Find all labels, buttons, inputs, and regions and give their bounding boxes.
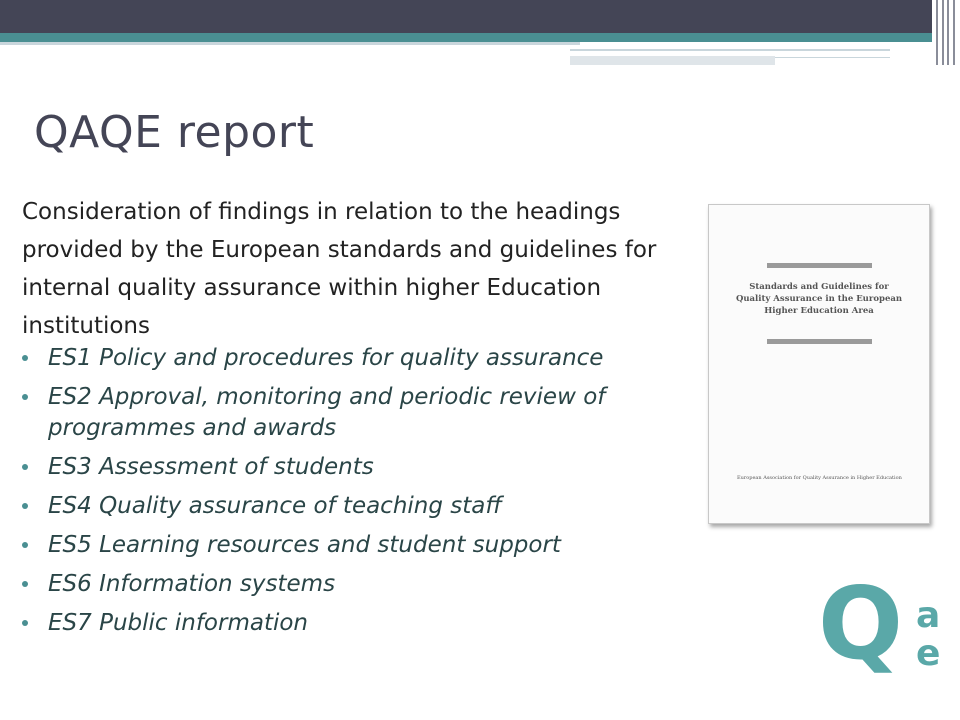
logo-letter-q: Q xyxy=(818,565,904,682)
bullet-icon xyxy=(22,394,28,400)
cover-footer: European Association for Quality Assurance in Higher Education xyxy=(737,475,902,481)
list-item-text: ES4 Quality assurance of teaching staff xyxy=(48,493,502,519)
bullet-icon xyxy=(22,464,28,470)
stripe xyxy=(936,0,938,65)
header-decor-line xyxy=(570,49,890,51)
header-vertical-stripes xyxy=(932,0,960,65)
list-item-text: ES3 Assessment of students xyxy=(48,454,374,480)
bullet-icon xyxy=(22,503,28,509)
logo-letter-e: e xyxy=(916,633,941,674)
list-item-text: ES1 Policy and procedures for quality assurance xyxy=(48,345,604,371)
list-item xyxy=(22,343,702,374)
stripe xyxy=(947,0,949,65)
list-item xyxy=(22,530,702,561)
document-cover-image xyxy=(708,204,930,524)
header-decor-line xyxy=(570,56,775,65)
header-band-light xyxy=(0,42,580,45)
stripe xyxy=(953,0,955,65)
bullet-icon xyxy=(22,620,28,626)
qae-logo xyxy=(818,565,948,700)
bullet-icon xyxy=(22,581,28,587)
logo-letter-a: a xyxy=(916,595,941,636)
slide-title: QAQE report xyxy=(34,107,315,158)
header-decor-line xyxy=(775,57,890,58)
intro-paragraph: Consideration of findings in relation to the headings provided by the European standards and guidelines for internal quality assurance within higher Education institutions xyxy=(22,199,657,339)
cover-title-line: Quality Assurance in the European xyxy=(735,294,903,304)
header-band-dark xyxy=(0,0,932,33)
cover-bottom-bar xyxy=(767,339,872,344)
cover-title-line: Higher Education Area xyxy=(764,306,874,316)
list-item-text: ES2 Approval, monitoring and periodic review of programmes and awards xyxy=(48,384,606,441)
list-item xyxy=(22,491,702,522)
list-item xyxy=(22,382,702,444)
list-item xyxy=(22,452,702,483)
list-item-text: ES6 Information systems xyxy=(48,571,336,597)
list-item xyxy=(22,569,702,600)
cover-title-line: Standards and Guidelines for xyxy=(749,282,889,292)
bullet-icon xyxy=(22,542,28,548)
stripe xyxy=(942,0,944,65)
bullet-icon xyxy=(22,355,28,361)
cover-top-bar xyxy=(767,263,872,268)
list-item-text: ES5 Learning resources and student support xyxy=(48,532,561,558)
header-band-teal xyxy=(0,33,932,42)
cover-title xyxy=(715,281,923,317)
standards-list xyxy=(22,343,702,647)
list-item xyxy=(22,608,702,639)
list-item-text: ES7 Public information xyxy=(48,610,309,636)
